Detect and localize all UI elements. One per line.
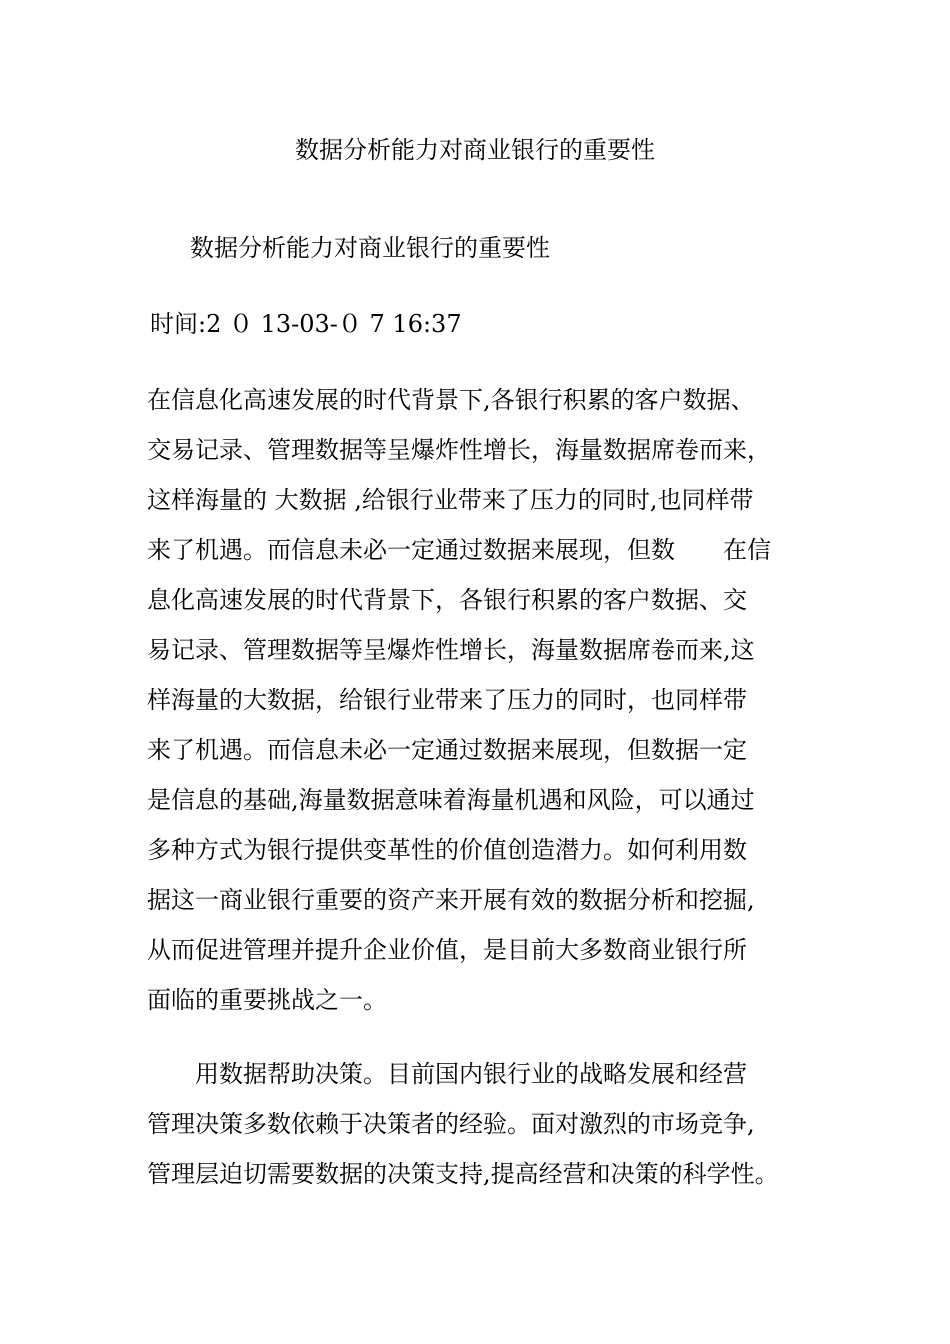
paragraph-line: 用数据帮助决策。目前国内银行业的战略发展和经营 <box>195 1060 747 1088</box>
paragraph-line: 多种方式为银行提供变革性的价值创造潜力。如何利用数 <box>147 836 747 864</box>
paragraph-line: 息化高速发展的时代背景下，各银行积累的客户数据、交 <box>147 586 747 614</box>
body-paragraph-1 <box>147 380 827 1030</box>
paragraph-line: 来了机遇。而信息未必一定通过数据来展现，但数 在信 <box>147 536 771 564</box>
paragraph-line: 管理决策多数依赖于决策者的经验。面对激烈的市场竞争, <box>147 1110 755 1138</box>
paragraph-line: 这样海量的 大数据 ,给银行业带来了压力的同时,也同样带 <box>147 486 754 514</box>
paragraph-line: 是信息的基础,海量数据意味着海量机遇和风险，可以通过 <box>147 786 755 814</box>
paragraph-line: 面临的重要挑战之一。 <box>147 986 387 1014</box>
paragraph-line: 来了机遇。而信息未必一定通过数据来展现，但数据一定 <box>147 736 747 764</box>
article-heading: 数据分析能力对商业银行的重要性 <box>190 234 550 262</box>
paragraph-line: 交易记录、管理数据等呈爆炸性增长，海量数据席卷而来， <box>147 436 771 464</box>
paragraph-line: 从而促进管理并提升企业价值，是目前大多数商业银行所 <box>147 936 747 964</box>
paragraph-line: 在信息化高速发展的时代背景下,各银行积累的客户数据、 <box>147 386 755 414</box>
body-paragraph-2 <box>147 1054 827 1204</box>
paragraph-line: 管理层迫切需要数据的决策支持,提高经营和决策的科学性。 <box>147 1160 779 1188</box>
publish-time: 时间:2 ０ 13-03-０ 7 16:37 <box>150 310 462 338</box>
paragraph-line: 样海量的大数据，给银行业带来了压力的同时，也同样带 <box>147 686 747 714</box>
paragraph-line: 易记录、管理数据等呈爆炸性增长，海量数据席卷而来,这 <box>147 636 755 664</box>
document-title: 数据分析能力对商业银行的重要性 <box>295 136 655 164</box>
paragraph-line: 据这一商业银行重要的资产来开展有效的数据分析和挖掘, <box>147 886 755 914</box>
